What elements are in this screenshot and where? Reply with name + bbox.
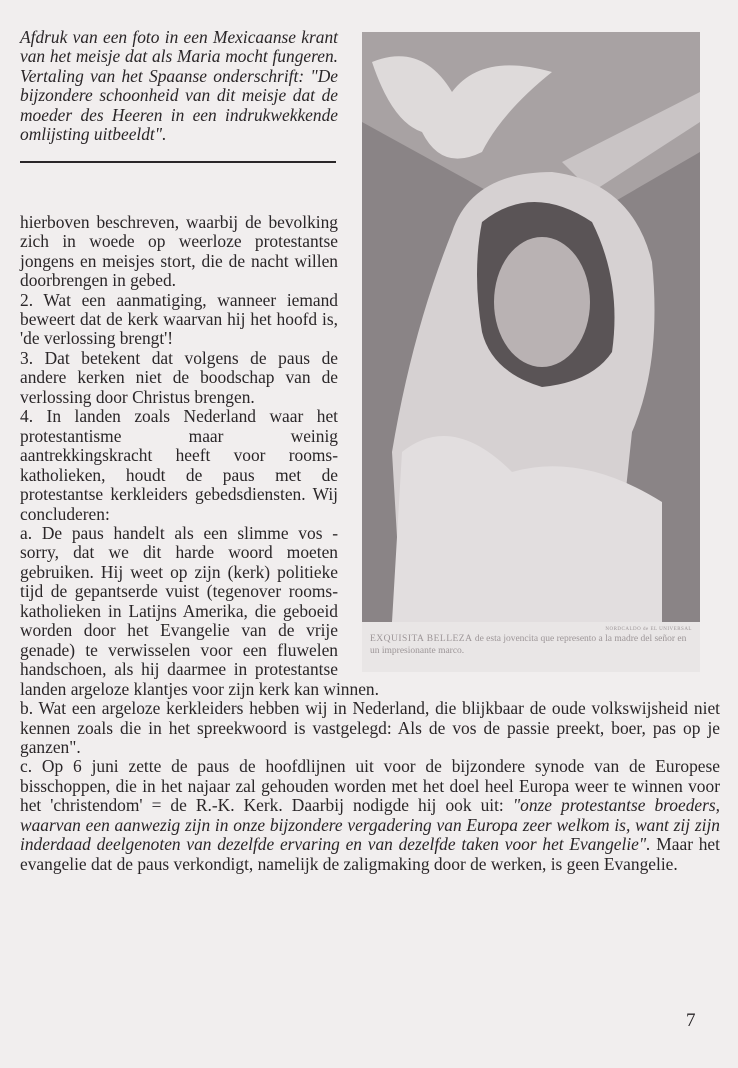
photo-caption-text: de esta jovencita que represento a la madre del señor en un impresionante marco. [370,634,687,656]
paragraph-c-start: c. Op 6 juni zette de paus de hoofdlijnen uit voor de bijzondere synode van de Europese bisschoppen, die in het najaar zal gehouden worden met het doel heel Europa weer te winnen voor het 'christendom' = de R.-K. Kerk. Daarbij nodigde hij ook uit: [20,756,720,816]
paragraph-c-quote: "onze protestantse broeders, waarvan een aanwezig zijn in onze bijzondere vergadering van Europa zeer welkom is, want zij zijn inderdaad deelgenoten van dezelfde ervaring en van dezelfde taken voor het Evangelie". [20,795,721,855]
paragraph-c-end: Maar het evangelie dat de paus verkondigt, namelijk de zaligmaking door de werken, is geen Evangelie. [20,834,720,874]
photo-illustration [362,32,700,622]
photo-caption [362,622,700,672]
paragraph-2: 2. Wat een aanmatiging, wanneer iemand beweert dat de kerk waarvan hij het hoofd is, 'de verlossing brengt'! [20,289,338,349]
paragraph-b: b. Wat een argeloze kerkleiders hebben wij in Nederland, die blijkbaar de oude volkswijsheid niet kennen zoals die in het spreekwoord is vastgelegd: Als de vos de passie preekt, boer, pas op je ganzen". [20,698,720,757]
page-body [20,28,720,874]
paragraph-3: 3. Dat betekent dat volgens de paus de andere kerken niet de boodschap van de verlossing door Christus brengen. [20,347,338,407]
photo-credit: NORDCALDO de EL UNIVERSAL [605,627,692,632]
paragraph-4: 4. In landen zoals Nederland waar het protestantisme maar weinig aantrekkingskracht heeft voor rooms-katholieken, houdt de paus met de protestantse kerkleiders gebedsdiensten. Wij concluderen: [20,406,338,524]
divider [20,161,336,163]
newspaper-photo [362,32,700,672]
face-shape [494,237,590,367]
page-number: 7 [686,1010,696,1031]
paragraph-c [20,757,720,874]
intro-caption: Afdruk van een foto in een Mexicaanse krant van het meisje dat als Maria mocht fungeren. Vertaling van het Spaanse onderschrift: "De bijzondere schoonheid van dit meisje dat de moeder des Heeren in een indrukwekkende omlijsting uitbeeldt". [20,27,338,145]
photo-caption-lead: EXQUISITA BELLEZA [370,634,473,644]
paragraph-1: hierboven beschreven, waarbij de bevolking zich in woede op weerloze protestantse jongens en meisjes stort, die de nacht willen doorbrengen in gebed. [20,211,338,291]
paragraph-a: a. De paus handelt als een slimme vos - sorry, dat we dit harde woord moeten gebruiken. Hij weet op zijn (kerk) politieke tijd de gepantserde vuist (tegenover rooms-katholieken in Latijns Amerika, die geboeid worden door het Evangelie van de vrije genade) te verwisselen voor een fluwelen handschoen, als hij daarmee in protestantse landen argeloze klantjes voor zijn kerk kan winnen. [20,522,379,699]
